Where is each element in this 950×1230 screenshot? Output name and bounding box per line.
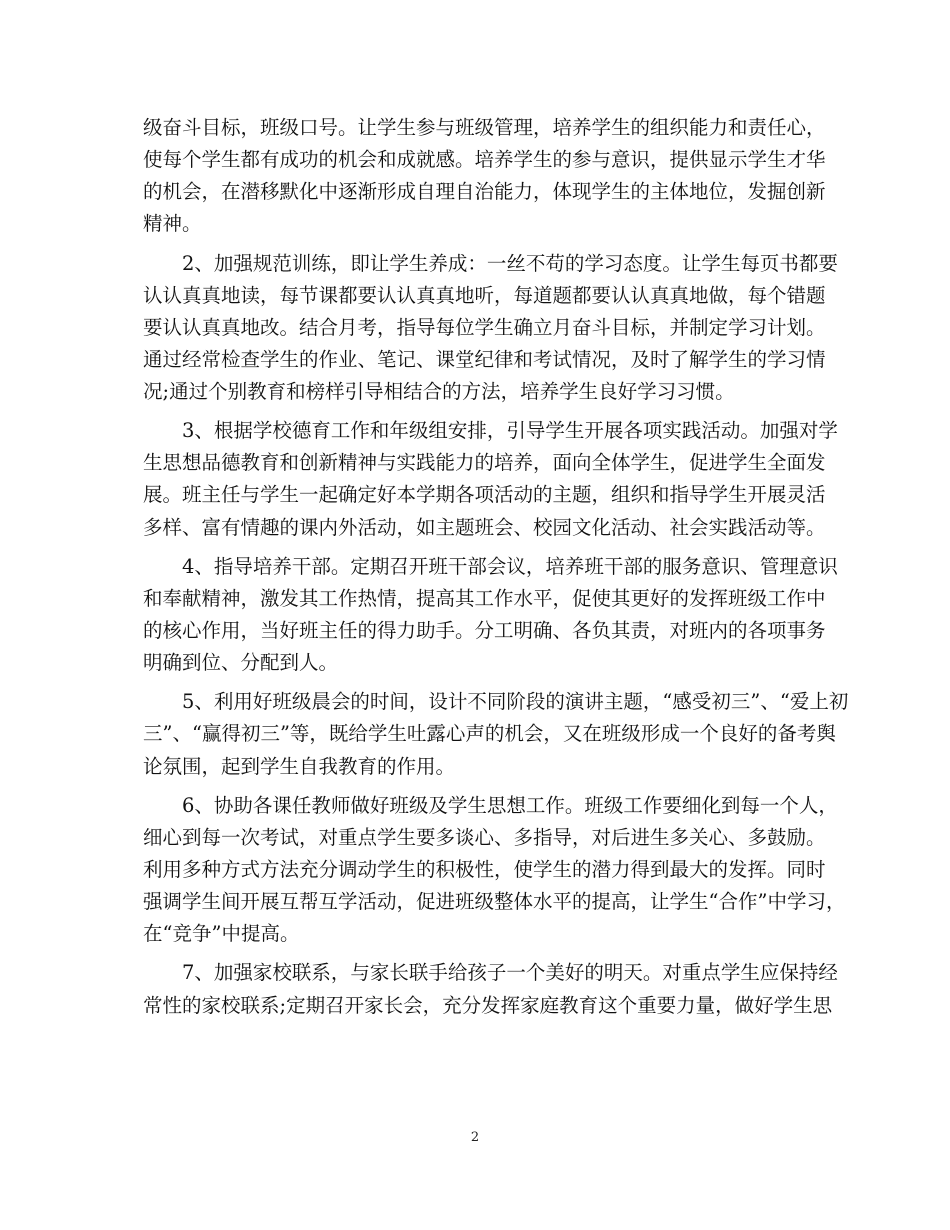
text-line: 级奋斗目标，班级口号。让学生参与班级管理，培养学生的组织能力和责任心， bbox=[143, 116, 826, 139]
paragraph-item-6 bbox=[143, 790, 846, 950]
text-line: 况;通过个别教育和榜样引导相结合的方法，培养学生良好学习习惯。 bbox=[143, 379, 735, 403]
paragraph-item-2 bbox=[143, 248, 838, 408]
text-line: 要认认真真地改。结合月考，指导每位学生确立月奋斗目标，并制定学习计划。 bbox=[143, 315, 826, 339]
text-line: 在“竞争”中提高。 bbox=[143, 922, 300, 946]
text-line: 论氛围，起到学生自我教育的作用。 bbox=[143, 754, 456, 778]
text-line: 强调学生间开展互帮互学活动，促进班级整体水平的提高，让学生“合作”中学习， bbox=[143, 890, 846, 914]
text-line: 利用多种方式方法充分调动学生的积极性，使学生的潜力得到最大的发挥。同时 bbox=[143, 858, 826, 881]
text-line: 生思想品德教育和创新精神与实践能力的培养，面向全体学生，促进学生全面发 bbox=[143, 451, 826, 475]
text-line: 7、加强家校联系，与家长联手给孩子一个美好的明天。对重点学生应保持经 bbox=[182, 961, 838, 985]
text-line: 通过经常检查学生的作业、笔记、课堂纪律和考试情况，及时了解学生的学习情 bbox=[143, 347, 826, 371]
text-line: 的机会，在潜移默化中逐渐形成自理自治能力，体现学生的主体地位，发掘创新 bbox=[143, 180, 826, 204]
text-line: 多样、富有情趣的课内外活动，如主题班会、校园文化活动、社会实践活动等。 bbox=[143, 515, 826, 539]
paragraph-item-4 bbox=[143, 551, 838, 679]
document-body bbox=[143, 112, 849, 1029]
paragraph-continuation bbox=[143, 112, 826, 240]
text-line: 2、加强规范训练，即让学生养成：一丝不苟的学习态度。让学生每页书都要 bbox=[182, 251, 838, 275]
text-line: 使每个学生都有成功的机会和成就感。培养学生的参与意识，提供显示学生才华 bbox=[143, 148, 826, 172]
page-number: 2 bbox=[470, 1130, 480, 1145]
text-line: 3、根据学校德育工作和年级组安排，引导学生开展各项实践活动。加强对学 bbox=[182, 419, 838, 443]
text-line: 精神。 bbox=[143, 212, 202, 236]
paragraph-item-7 bbox=[143, 957, 838, 1021]
text-line: 的核心作用，当好班主任的得力助手。分工明确、各负其责，对班内的各项事务 bbox=[143, 618, 826, 642]
paragraph-item-5 bbox=[143, 686, 849, 782]
text-line: 5、利用好班级晨会的时间，设计不同阶段的演讲主题，“感受初三”、“爱上初 bbox=[182, 690, 849, 714]
text-line: 细心到每一次考试，对重点学生要多谈心、多指导，对后进生多关心、多鼓励。 bbox=[143, 825, 826, 849]
text-line: 和奉献精神，激发其工作热情，提高其工作水平，促使其更好的发挥班级工作中 bbox=[143, 586, 826, 610]
text-line: 展。班主任与学生一起确定好本学期各项活动的主题，组织和指导学生开展灵活 bbox=[143, 483, 826, 507]
paragraph-item-3 bbox=[143, 415, 838, 543]
text-line: 认认真真地读，每节课都要认认真真地听，每道题都要认认真真地做，每个错题 bbox=[143, 283, 826, 307]
text-line: 6、协助各课任教师做好班级及学生思想工作。班级工作要细化到每一个人， bbox=[182, 793, 838, 817]
text-line: 4、指导培养干部。定期召开班干部会议，培养班干部的服务意识、管理意识 bbox=[182, 554, 838, 578]
text-line: 三”、“赢得初三”等，既给学生吐露心声的机会，又在班级形成一个良好的备考舆 bbox=[143, 722, 836, 746]
text-line: 常性的家校联系;定期召开家长会，充分发挥家庭教育这个重要力量，做好学生思 bbox=[143, 993, 833, 1017]
text-line: 明确到位、分配到人。 bbox=[143, 651, 339, 675]
